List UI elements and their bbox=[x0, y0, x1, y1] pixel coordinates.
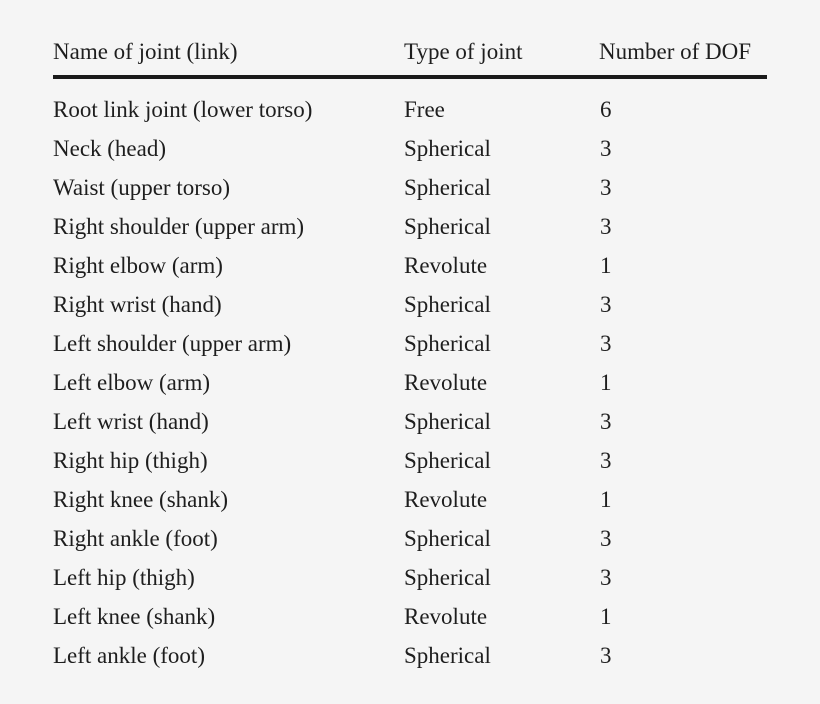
table-row bbox=[53, 168, 767, 207]
joint-type-cell: Spherical bbox=[404, 526, 491, 551]
joint-name-cell: Right elbow (arm) bbox=[53, 253, 223, 278]
joint-name-cell: Left wrist (hand) bbox=[53, 409, 209, 434]
joint-type-cell: Revolute bbox=[404, 487, 488, 512]
dof-cell: 1 bbox=[600, 604, 612, 629]
joint-type-cell: Spherical bbox=[404, 409, 491, 434]
dof-cell: 6 bbox=[600, 97, 612, 122]
joint-type-cell: Spherical bbox=[404, 331, 491, 356]
table-header-row bbox=[53, 36, 767, 66]
dof-cell: 1 bbox=[600, 370, 612, 395]
table-body bbox=[53, 90, 767, 675]
table-row bbox=[53, 363, 767, 402]
table-row bbox=[53, 90, 767, 129]
dof-cell: 1 bbox=[600, 487, 612, 512]
joint-type-cell: Spherical bbox=[404, 643, 491, 668]
dof-cell: 1 bbox=[600, 253, 612, 278]
table-row bbox=[53, 480, 767, 519]
table-row bbox=[53, 441, 767, 480]
joint-name-cell: Left ankle (foot) bbox=[53, 643, 205, 668]
joint-name-cell: Waist (upper torso) bbox=[53, 175, 230, 200]
header-rule bbox=[53, 75, 767, 79]
table-row bbox=[53, 597, 767, 636]
dof-cell: 3 bbox=[600, 643, 612, 668]
dof-cell: 3 bbox=[600, 331, 612, 356]
joint-name-cell: Right ankle (foot) bbox=[53, 526, 218, 551]
joint-type-cell: Revolute bbox=[404, 370, 488, 395]
dof-cell: 3 bbox=[600, 292, 612, 317]
joint-type-cell: Revolute bbox=[404, 253, 488, 278]
dof-cell: 3 bbox=[600, 565, 612, 590]
header-name-of-joint: Name of joint (link) bbox=[53, 38, 238, 64]
dof-cell: 3 bbox=[600, 526, 612, 551]
joint-type-cell: Spherical bbox=[404, 565, 491, 590]
joint-name-cell: Neck (head) bbox=[53, 136, 167, 161]
dof-cell: 3 bbox=[600, 214, 612, 239]
joint-type-cell: Spherical bbox=[404, 292, 491, 317]
joint-name-cell: Left shoulder (upper arm) bbox=[53, 331, 292, 356]
joint-name-cell: Right knee (shank) bbox=[53, 487, 229, 512]
joint-type-cell: Spherical bbox=[404, 136, 491, 161]
dof-cell: 3 bbox=[600, 136, 612, 161]
header-type-of-joint: Type of joint bbox=[404, 38, 523, 64]
joint-type-cell: Spherical bbox=[404, 214, 491, 239]
joint-name-cell: Right wrist (hand) bbox=[53, 292, 222, 317]
table-row bbox=[53, 129, 767, 168]
table-row bbox=[53, 558, 767, 597]
dof-cell: 3 bbox=[600, 409, 612, 434]
table-row bbox=[53, 285, 767, 324]
joint-name-cell: Left hip (thigh) bbox=[53, 565, 195, 590]
dof-cell: 3 bbox=[600, 175, 612, 200]
table-row bbox=[53, 246, 767, 285]
joint-name-cell: Left knee (shank) bbox=[53, 604, 216, 629]
joint-table bbox=[53, 36, 767, 675]
joint-type-cell: Spherical bbox=[404, 175, 491, 200]
joint-name-cell: Right hip (thigh) bbox=[53, 448, 208, 473]
dof-cell: 3 bbox=[600, 448, 612, 473]
joint-name-cell: Left elbow (arm) bbox=[53, 370, 211, 395]
header-number-of-dof: Number of DOF bbox=[599, 38, 752, 64]
table-row bbox=[53, 636, 767, 675]
table-row bbox=[53, 402, 767, 441]
table-row bbox=[53, 324, 767, 363]
joint-type-cell: Spherical bbox=[404, 448, 491, 473]
joint-name-cell: Root link joint (lower torso) bbox=[53, 97, 313, 122]
joint-type-cell: Revolute bbox=[404, 604, 488, 629]
joint-name-cell: Right shoulder (upper arm) bbox=[53, 214, 305, 239]
table-row bbox=[53, 519, 767, 558]
joint-type-cell: Free bbox=[404, 97, 445, 122]
table-row bbox=[53, 207, 767, 246]
